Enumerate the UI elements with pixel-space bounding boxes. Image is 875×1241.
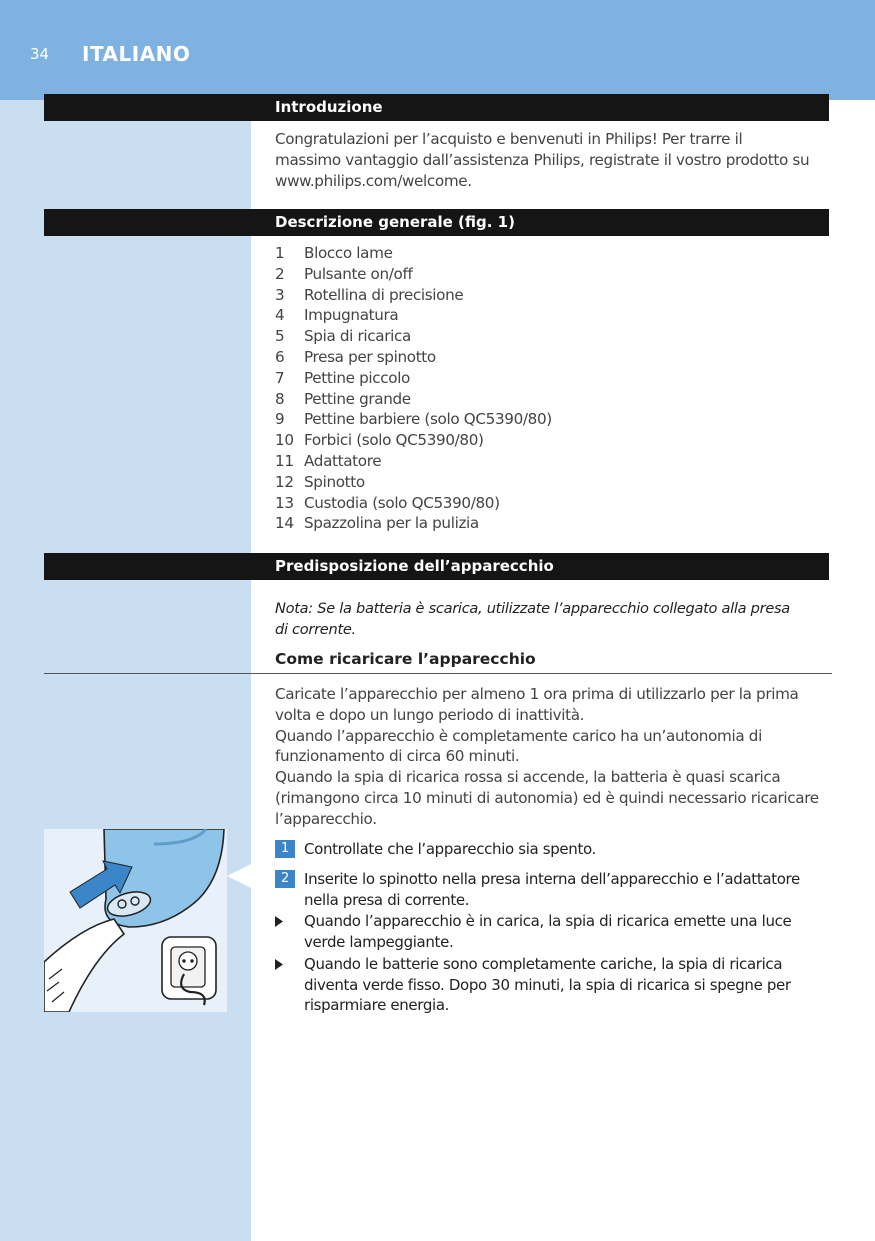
list-item-label: Spinotto — [304, 472, 365, 491]
language-title: ITALIANO — [82, 42, 191, 66]
step-text — [304, 869, 800, 910]
bullet-line: risparmiare energia. — [304, 996, 450, 1014]
intro-line: massimo vantaggio dall’assistenza Philips, registrate il vostro prodotto su — [275, 150, 810, 169]
bullet-icon — [275, 959, 283, 970]
charging-line: l’apparecchio. — [275, 809, 377, 828]
list-item-number: 13 — [275, 493, 294, 512]
list-item-number: 6 — [275, 347, 285, 366]
list-item-number: 5 — [275, 327, 285, 346]
list-item-number: 14 — [275, 514, 294, 533]
section-bar-setup — [44, 553, 829, 580]
charging-paragraph — [275, 684, 835, 830]
list-item-label: Forbici (solo QC5390/80) — [304, 431, 484, 450]
section-bar-overview — [44, 209, 829, 236]
bullet-line: diventa verde fisso. Dopo 30 minuti, la spia di ricarica si spegne per — [304, 975, 791, 994]
list-item-label: Pettine piccolo — [304, 368, 411, 387]
intro-line: www.philips.com/welcome. — [275, 171, 472, 190]
page-number: 34 — [30, 45, 50, 63]
section-title-overview: Descrizione generale (fig. 1) — [275, 213, 515, 231]
list-item-number: 3 — [275, 285, 285, 304]
charging-line: (rimangono circa 10 minuti di autonomia) ed è quindi necessario ricaricare — [275, 788, 819, 807]
bullet-line: Quando l’apparecchio è in carica, la spia di ricarica emette una luce — [304, 912, 792, 930]
step-number-badge: 2 — [275, 870, 295, 888]
list-item-number: 10 — [275, 431, 294, 450]
list-item-number: 4 — [275, 306, 285, 325]
list-item-number: 2 — [275, 264, 285, 283]
bullet-line: Quando le batterie sono completamente cariche, la spia di ricarica — [304, 955, 783, 973]
illustration-pointer — [227, 864, 251, 888]
list-item-label: Adattatore — [304, 451, 382, 470]
section-title-intro: Introduzione — [275, 98, 383, 116]
list-item-label: Spia di ricarica — [304, 327, 411, 346]
charging-illustration — [44, 829, 227, 1012]
battery-note — [275, 598, 790, 640]
step-line: Controllate che l’apparecchio sia spento. — [304, 840, 596, 858]
intro-paragraph — [275, 129, 835, 191]
intro-line: Congratulazioni per l’acquisto e benvenuti in Philips! Per trarre il — [275, 130, 743, 148]
section-bar-intro — [44, 94, 829, 121]
charging-line: funzionamento di circa 60 minuti. — [275, 747, 520, 766]
list-item-label: Pettine grande — [304, 389, 411, 408]
charging-line: Caricate l’apparecchio per almeno 1 ora prima di utilizzarlo per la prima — [275, 685, 799, 703]
list-item-label: Presa per spinotto — [304, 347, 436, 366]
charging-line: volta e dopo un lungo periodo di inattività. — [275, 705, 585, 724]
list-item-label: Pulsante on/off — [304, 264, 413, 283]
bullet-line: verde lampeggiante. — [304, 932, 454, 951]
list-item-number: 11 — [275, 451, 294, 470]
list-item-number: 7 — [275, 368, 285, 387]
list-item-label: Custodia (solo QC5390/80) — [304, 493, 500, 512]
step-line: Inserite lo spinotto nella presa interna dell’apparecchio e l’adattatore — [304, 870, 800, 888]
list-item-number: 8 — [275, 389, 285, 408]
list-item-number: 1 — [275, 244, 285, 262]
step-number-badge: 1 — [275, 840, 295, 858]
charging-line: Quando la spia di ricarica rossa si accende, la batteria è quasi scarica — [275, 768, 781, 787]
list-item-number: 9 — [275, 410, 285, 429]
list-item-label: Blocco lame — [304, 244, 393, 262]
note-line: Nota: Se la batteria è scarica, utilizzate l’apparecchio collegato alla presa — [275, 600, 790, 617]
step-text — [304, 839, 596, 860]
list-item-label: Pettine barbiere (solo QC5390/80) — [304, 410, 552, 429]
heading-divider — [44, 673, 832, 674]
step-line: nella presa di corrente. — [304, 890, 470, 909]
bullet-text — [304, 954, 791, 1016]
section-title-setup: Predisposizione dell’apparecchio — [275, 557, 554, 575]
side-column — [0, 100, 251, 1241]
list-item-number: 12 — [275, 472, 294, 491]
note-line: di corrente. — [275, 621, 356, 638]
list-item-label: Impugnatura — [304, 306, 399, 325]
charging-line: Quando l’apparecchio è completamente carico ha un’autonomia di — [275, 726, 762, 745]
list-item-label: Rotellina di precisione — [304, 285, 464, 304]
bullet-icon — [275, 916, 283, 927]
bullet-text — [304, 911, 791, 952]
list-item-label: Spazzolina per la pulizia — [304, 514, 479, 533]
charging-heading: Come ricaricare l’apparecchio — [275, 650, 536, 668]
